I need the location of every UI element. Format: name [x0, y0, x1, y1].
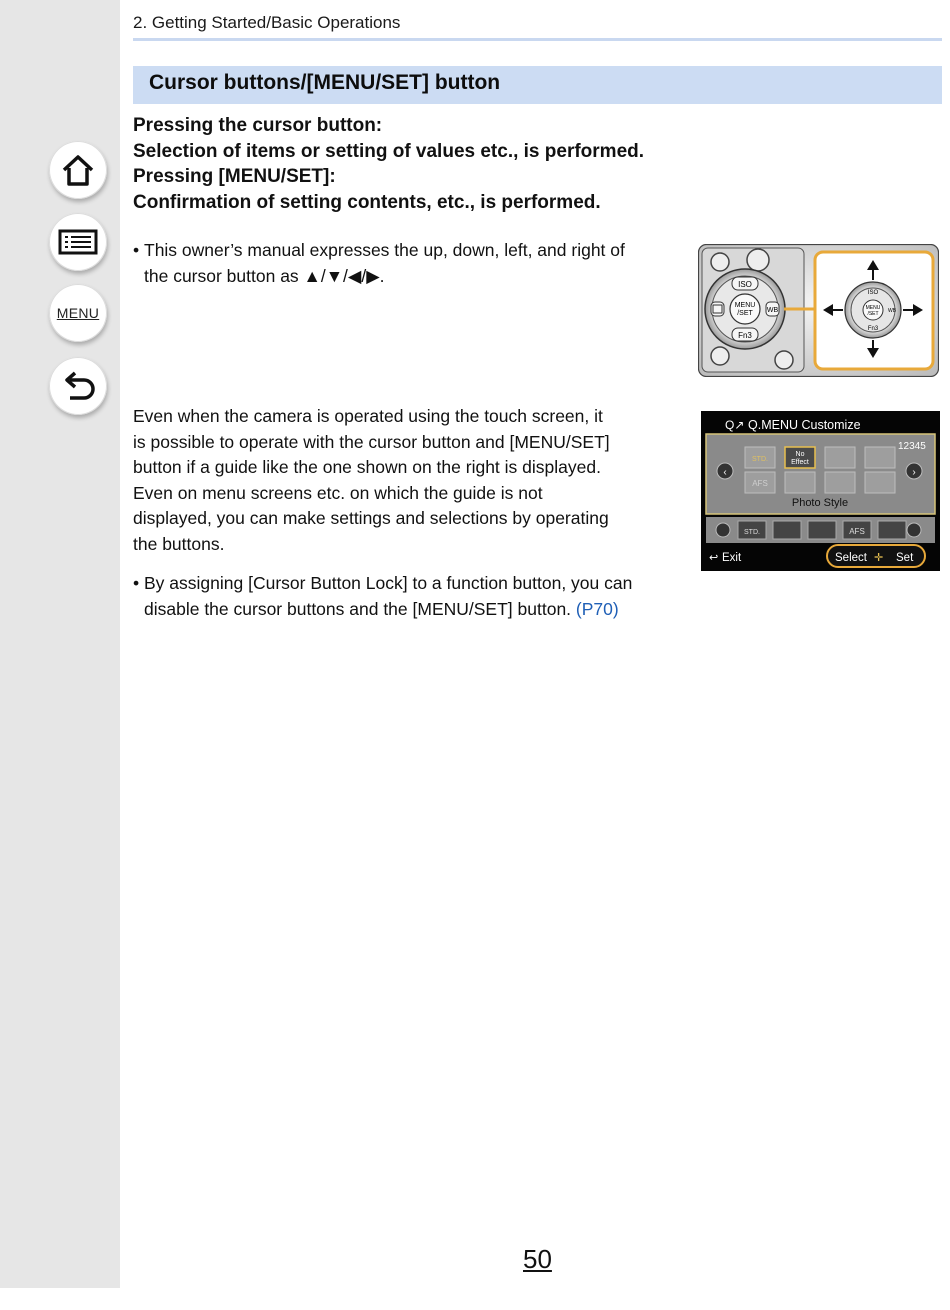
back-arrow-icon: [56, 364, 100, 408]
bullet-dot: •: [133, 573, 140, 593]
page-numbers: 12345: [898, 441, 926, 452]
breadcrumb: 2. Getting Started/Basic Operations: [133, 13, 401, 32]
paragraph-line: is possible to operate with the cursor button and [MENU/SET]: [133, 431, 610, 452]
afs-tile: AFS: [752, 479, 768, 488]
select-label: Select: [835, 552, 867, 564]
bullet-line-with-link: [144, 597, 693, 623]
lead-line: Selection of items or setting of values etc., is performed.: [133, 140, 645, 162]
paragraph-line: Even when the camera is operated using the touch screen, it: [133, 406, 603, 426]
paragraph-line: displayed, you can make settings and selections by operating: [133, 508, 609, 528]
fn3-label-small: Fn3: [867, 326, 879, 332]
left-chevron-icon: ‹: [723, 467, 727, 478]
set-label: /SET: [737, 310, 753, 317]
bullet-text: [133, 238, 683, 289]
qmenu-screen-illustration: [701, 411, 940, 571]
bullet-item: [133, 571, 693, 622]
qmenu-icon: Q↗: [725, 418, 745, 432]
home-button[interactable]: [49, 141, 107, 199]
paragraph-line: Even on menu screens etc. on which the guide is not: [133, 482, 543, 503]
lead-line: Pressing [MENU/SET]:: [133, 166, 336, 187]
std-tile: STD.: [752, 456, 768, 463]
cursor-glyph-icon: ✛: [874, 552, 884, 564]
home-icon: [56, 148, 100, 192]
menu-button[interactable]: [49, 284, 107, 342]
bullet-item: [133, 238, 683, 289]
bullet-dot: •: [133, 240, 140, 260]
lead-text: [133, 113, 733, 215]
header-rule: [133, 38, 942, 41]
exit-label: Exit: [722, 552, 742, 564]
section-title: Cursor buttons/[MENU/SET] button: [149, 71, 501, 94]
lead-line: Pressing the cursor button:: [133, 115, 383, 136]
wb-label: WB: [766, 307, 779, 314]
bullet-line: This owner’s manual expresses the up, down, left, and right of: [144, 240, 625, 260]
iso-label: ISO: [738, 280, 752, 289]
page-number: 50: [523, 1244, 552, 1274]
exit-arrow-icon: ↩: [709, 552, 719, 564]
std-bottom: STD.: [744, 529, 760, 536]
bullet-line: the cursor button as ▲/▼/◀/▶.: [144, 265, 385, 286]
right-chevron-icon: ›: [912, 467, 916, 478]
set-label-screen: Set: [896, 552, 914, 564]
menu-label: MENU: [56, 305, 100, 321]
lead-line: Confirmation of setting contents, etc., is performed.: [133, 191, 601, 213]
photo-style-label: Photo Style: [791, 497, 849, 509]
fn3-label: Fn3: [738, 331, 752, 340]
contents-button[interactable]: [49, 213, 107, 271]
back-button[interactable]: [49, 357, 107, 415]
bullet-line: By assigning [Cursor Button Lock] to a function button, you can: [144, 573, 633, 593]
menu-label-small: MENU: [865, 305, 881, 311]
sidebar: [0, 0, 120, 1288]
set-label-small: /SET: [867, 311, 879, 317]
cursor-button-illustration: [698, 244, 939, 377]
menu-set-label: MENU: [734, 302, 756, 309]
list-icon: [56, 220, 100, 264]
no-effect-line1: No: [795, 451, 805, 458]
body-paragraph: [133, 404, 693, 557]
section-header: [133, 66, 942, 104]
iso-label-small: ISO: [867, 290, 879, 296]
bullet-line: disable the cursor buttons and the [MENU/SET] button.: [144, 598, 576, 619]
bullet-text: [133, 571, 693, 622]
paragraph-line: button if a guide like the one shown on the right is displayed.: [133, 457, 601, 477]
paragraph-line: the buttons.: [133, 533, 225, 554]
afs-bottom: AFS: [849, 527, 865, 536]
page-link-p70[interactable]: (P70): [575, 598, 619, 619]
screen-title: Q.MENU Customize: [748, 418, 861, 432]
wb-label-small: WB: [887, 308, 897, 314]
no-effect-line2: Effect: [791, 459, 809, 466]
